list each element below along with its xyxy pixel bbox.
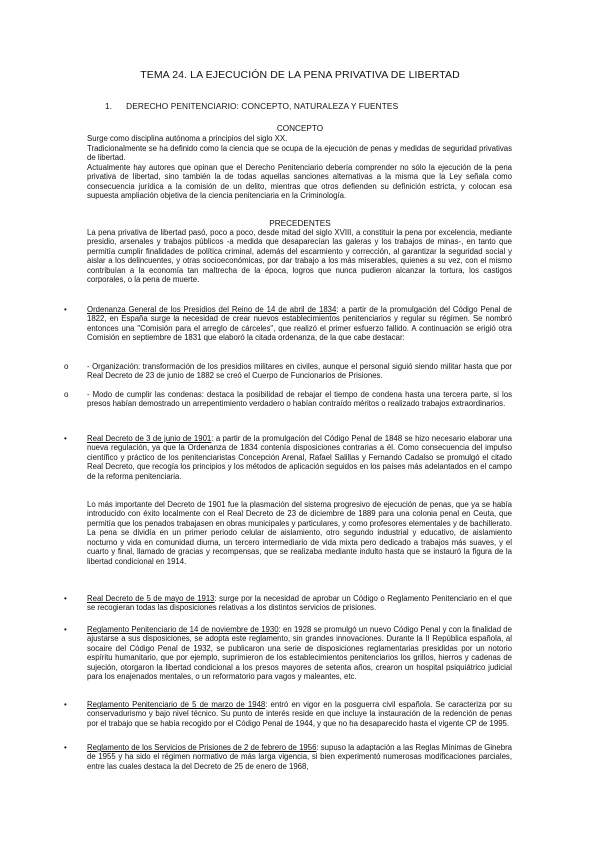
precedentes-heading: PRECEDENTES <box>269 219 331 228</box>
list-item-ordenanza-1834 <box>87 305 512 343</box>
list-item-text: : a partir de la promulgación del Código Penal de 1822, en España surge la necesidad de crear nuevos establecimientos penitenciarios y regular su régimen. Se nombró entonces una "Comisión para el arreglo de cárceles", que realizó el primer esfuerzo fallido. A continuación se erigió otra Comisión en septiembre de 1831 que elaboró la citada ordenanza, de la que cabe destacar: <box>87 305 512 343</box>
sub-bullet-marker: o <box>64 362 69 371</box>
bullet-marker: • <box>64 625 67 634</box>
list-item-text: : en 1928 se promulgó un nuevo Código Penal y con la finalidad de ajustarse a sus disposiciones, se adopta este reglamento, sin grandes innovaciones. Durante la II República española, al socaire del Código Penal de 1932, se publicaron una serie de disposiciones reglamentarias presididas por un notorio espíritu humanitario, que por ejemplo, suprimieron de los establecimientos penitenciarios los grillos, hierros y cadenas de sujeción, otorgaron la libertad condicional a los presos mayores de setenta años, crearon un hospital psiquiátrico judicial para los enajenados mentales, o un reformatorio para vagos y maleantes, etc. <box>87 625 512 682</box>
list-item-reglamento-1948 <box>87 700 512 728</box>
sub-item-modo-cumplir: - Modo de cumplir las condenas: destaca la posibilidad de rebajar el tiempo de condena hasta una tercera parte, si los presos habían demostrado un arrepentimiento verdadero o habían contraído méritos o realizado trabajos extraordinarios. <box>87 390 512 409</box>
list-item-text: : supuso la adaptación a las Reglas Mínimas de Ginebra de 1955 y ha sido el régimen normativo de más larga vigencia, si bien experimentó numerosas modificaciones parciales, entre las cuales destaca la del Decreto de 25 de enero de 1968, <box>87 743 513 771</box>
section-heading-text: DERECHO PENITENCIARIO: CONCEPTO, NATURALEZA Y FUENTES <box>126 101 399 111</box>
list-item-real-decreto-1901 <box>87 434 512 481</box>
concepto-heading: CONCEPTO <box>276 124 324 133</box>
list-item-reglamento-1930 <box>87 625 512 682</box>
sub-item-organizacion: - Organización: transformación de los presidios militares en civiles, aunque el personal siguió siendo militar hasta que por Real Decreto de 23 de junio de 1882 se creó el Cuerpo de Funcionarios de Prisiones. <box>87 362 512 381</box>
reglamento-1930-link[interactable]: Reglamento Penitenciario de 14 de noviembre de 1930 <box>87 625 279 634</box>
concepto-line-3: Actualmente hay autores que opinan que el Derecho Penitenciario debería comprender no sólo la ejecución de la pena privativa de libertad, sino también la de todas aquellas sanciones alternativas a la misma que la Ley señala como consecuencia jurídica a la comisión de un delito, mientras que otros defienden su definición estricta, y colocan esa supuesta ampliación objetiva de la ciencia penitenciaria en la Criminología. <box>87 163 512 201</box>
sub-bullet-marker: o <box>64 390 69 399</box>
bullet-marker: • <box>64 594 67 603</box>
decreto-1901-paragraph: Lo más importante del Decreto de 1901 fue la plasmación del sistema progresivo de ejecución de penas, que ya se había introducido con éxito localmente con el Real Decreto de 23 de diciembre de 1889 para una colonia penal en Ceuta, que permitía que los penados trabajasen en obras municipales y particulares, y como profesores elementales y de bachillerato. La pena se dividía en un primer periodo celular de aislamiento, otro segundo industrial y educativo, de aislamiento nocturno y vida en comunidad diurna, un tercero intermediario de vida mixta pero dedicado a trabajos más suaves, y el cuarto y final, llamado de gracias y recompensas, que se realizaba mediante indulto hasta que se instauró la figura de la libertad condicional en 1914. <box>87 500 512 566</box>
document-title: TEMA 24. LA EJECUCIÓN DE LA PENA PRIVATIVA DE LIBERTAD <box>140 69 460 81</box>
precedentes-text: La pena privativa de libertad pasó, poco a poco, desde mitad del siglo XVIII, a constituir la pena por excelencia, mediante presidio, arsenales y trabajos públicos -a medida que desaparecían las galeras y los trabajos de minas-, en tanto que permitía cumplir finalidades de política criminal, además del escarmiento y corrección, al garantizar la seguridad social y aislar a los delincuentes, y otras socioeconómicas, por dar trabajo a los más miserables, quienes a su vez, con el mismo contribuían a la economía tan maltrecha de la época, logros que nunca pudieron alcanzar la tortura, los castigos corporales, o la pena de muerte. <box>87 228 512 285</box>
ordenanza-1834-link[interactable]: Ordenanza General de los Presidios del Reino de 14 de abril de 1834 <box>87 305 337 314</box>
concepto-line-1: Surge como disciplina autónoma a principios del siglo XX. <box>87 134 288 143</box>
section-heading <box>105 101 398 111</box>
reglamento-1948-link[interactable]: Reglamento Penitenciario de 5 de marzo de 1948 <box>87 700 266 709</box>
concepto-line-2: Tradicionalmente se ha definido como la ciencia que se ocupa de la ejecución de penas y medidas de seguridad privativas de libertad. <box>87 144 512 163</box>
bullet-marker: • <box>64 743 67 752</box>
reglamento-1956-link[interactable]: Reglamento de los Servicios de Prisiones de 2 de febrero de 1956 <box>87 743 317 752</box>
section-number: 1. <box>105 101 113 111</box>
real-decreto-1901-link[interactable]: Real Decreto de 3 de junio de 1901 <box>87 434 212 443</box>
list-item-text: : a partir de la promulgación del Código Penal de 1848 se hizo necesario elaborar una nueva regulación, ya que la Ordenanza de 1834 contenía disposiciones contrarias a él. Como consecuencia del impulso científico y práctico de los penitenciaristas Concepción Arenal, Rafael Salillas y Fernando Cadalso se promulgó el citado Real Decreto, que recogía los principios y los métodos de aplicación seguidos en los países más adelantados en el campo de la reforma penitenciaria. <box>87 434 513 481</box>
bullet-marker: • <box>64 434 67 443</box>
list-item-text: : entró en vigor en la posguerra civil española. Se caracteriza por su conservadurismo y bajo nivel técnico. Su punto de interés reside en que incluye la instauración de la redención de penas por el trabajo que se había recogido por el Código Penal de 1944, y que no ha desaparecido hasta el vigente CP de 1995. <box>87 700 512 728</box>
list-item-reglamento-1956 <box>87 743 512 771</box>
list-item-text: : surge por la necesidad de aprobar un Código o Reglamento Penitenciario en el que se recogieran todas las disposiciones relativas a los distintos servicios de prisiones. <box>87 594 513 613</box>
bullet-marker: • <box>64 700 67 709</box>
real-decreto-1913-link[interactable]: Real Decreto de 5 de mayo de 1913 <box>87 594 215 603</box>
list-item-real-decreto-1913 <box>87 594 512 613</box>
bullet-marker: • <box>64 305 67 314</box>
